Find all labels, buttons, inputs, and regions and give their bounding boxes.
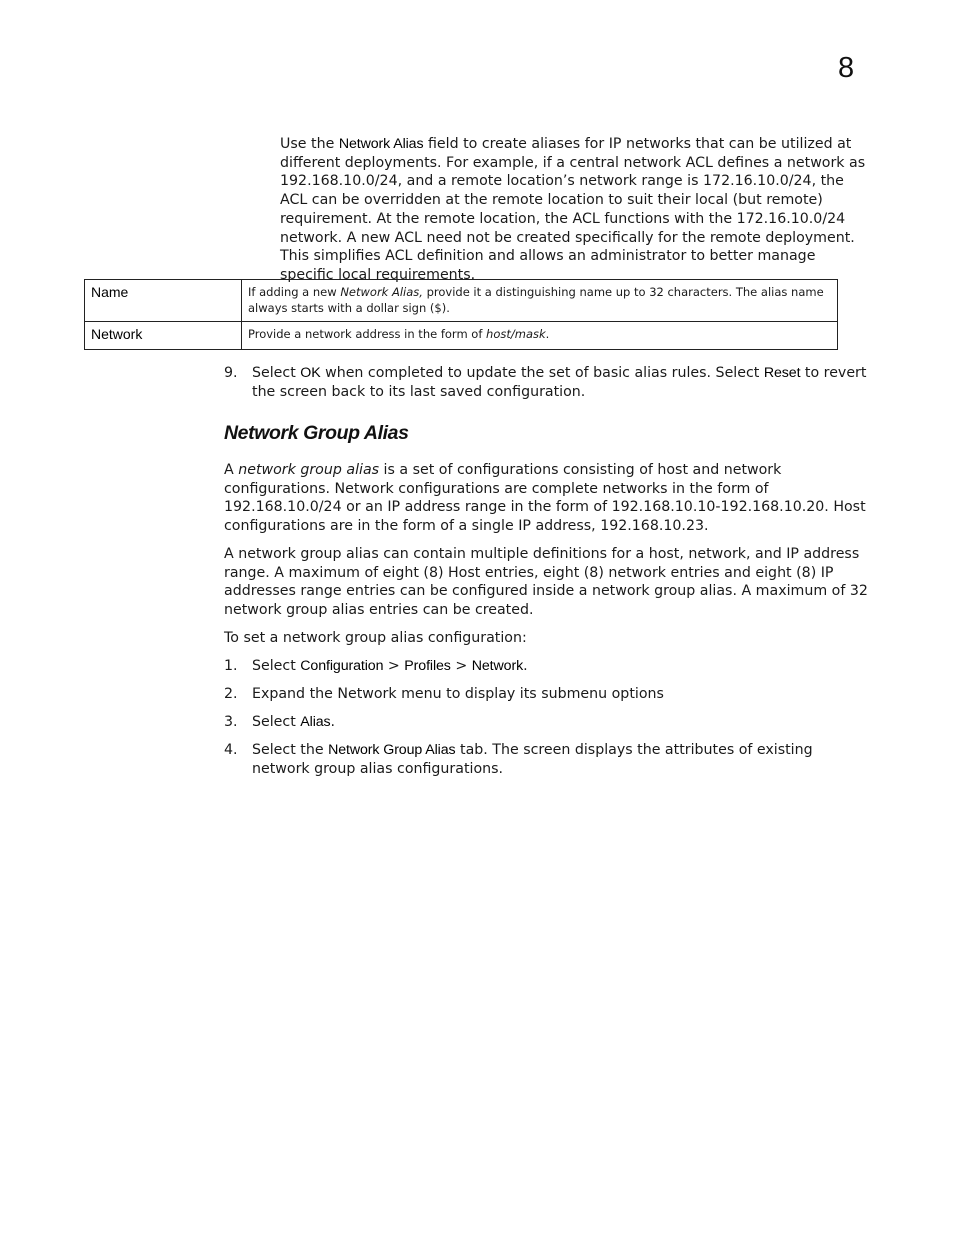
paragraph-text: is a set of configurations consisting of host and network configurations. Network configurations are complete networks in the form of 192.168.10.0/24 or an IP address range in the form of 192.168.10.10-192.168.10.20. Host configurations are in the form of a single IP address, 192.168.10.23. <box>224 462 866 535</box>
step-number: 3. <box>224 714 238 730</box>
param-name: Network <box>85 322 242 350</box>
section-title: Network Group Alias <box>224 422 409 444</box>
ui-profiles: Profiles <box>404 658 451 674</box>
table-row <box>85 322 838 350</box>
step-text-part: tab. The screen displays the attributes of existing network group alias configurations. <box>252 742 813 777</box>
step-number: 1. <box>224 658 238 674</box>
desc-text-2: provide it a distinguishing name up to 32 characters. The alias name always starts with a dollar sign ($). <box>248 285 824 315</box>
step-text <box>252 713 869 732</box>
section-paragraph-3: To set a network group alias configuration: <box>224 630 527 646</box>
param-name: Name <box>85 280 242 322</box>
intro-text-1: Use the <box>280 136 339 152</box>
step-separator: > <box>450 658 472 674</box>
param-description <box>242 280 838 322</box>
parameter-table <box>84 279 838 350</box>
desc-text-1: If adding a new <box>248 285 341 299</box>
ui-ok: OK <box>300 365 321 381</box>
desc-emphasis: host/mask <box>486 327 546 341</box>
paragraph-text: A <box>224 462 239 478</box>
step-text <box>252 657 869 676</box>
ui-network-group-alias: Network Group Alias <box>328 742 456 758</box>
ui-alias: Alias <box>300 714 331 730</box>
step-text-part: Select <box>252 658 301 674</box>
step-text <box>252 364 869 401</box>
section-paragraph-1 <box>224 461 869 536</box>
step-text-part: when completed to update the set of basic alias rules. Select <box>320 365 764 381</box>
chapter-number: 8 <box>838 52 855 84</box>
step-text <box>252 741 869 778</box>
param-description <box>242 322 838 350</box>
intro-ui-network-alias: Network Alias <box>338 136 424 152</box>
section-paragraph-2: A network group alias can contain multiple definitions for a host, network, and IP address range. A maximum of eight (8) Host entries, eight (8) network entries and eight (8) IP addresses range entries can be configured inside a network group alias. A maximum of 32 network group alias entries can be created. <box>224 546 868 619</box>
desc-text-2: . <box>545 327 550 341</box>
ui-network: Network <box>471 658 524 674</box>
ui-configuration: Configuration <box>300 658 384 674</box>
step-text-part: Select <box>252 365 301 381</box>
desc-text-1: Provide a network address in the form of <box>248 327 487 341</box>
table-row <box>85 280 838 322</box>
step-text-part: Select <box>252 714 301 730</box>
step-text-part: . <box>330 714 336 730</box>
paragraph-emphasis: network group alias <box>238 462 380 478</box>
desc-emphasis: Network Alias, <box>340 285 423 299</box>
step-text-part: Select the <box>252 742 329 758</box>
step-text-part: to revert the screen back to its last saved configuration. <box>252 365 867 400</box>
step-text: Expand the Network menu to display its submenu options <box>252 686 664 702</box>
step-number: 4. <box>224 742 238 758</box>
step-number: 9. <box>224 365 238 381</box>
step-separator: > <box>383 658 405 674</box>
intro-text-2: field to create aliases for IP networks that can be utilized at different deployments. For example, if a central network ACL defines a network as 192.168.10.0/24, and a remote location’s network range is 172.16.10.0/24, the ACL can be overridden at the remote location to suit their local (but remote) requirement. At the remote location, the ACL functions with the 172.16.10.0/24 network. A new ACL need not be created specifically for the remote deployment. This simplifies ACL definition and allows an administrator to better manage specific local requirements. <box>280 136 866 283</box>
ui-reset: Reset <box>763 365 801 381</box>
intro-paragraph <box>280 135 870 285</box>
step-number: 2. <box>224 686 238 702</box>
step-text-part: . <box>523 658 528 674</box>
